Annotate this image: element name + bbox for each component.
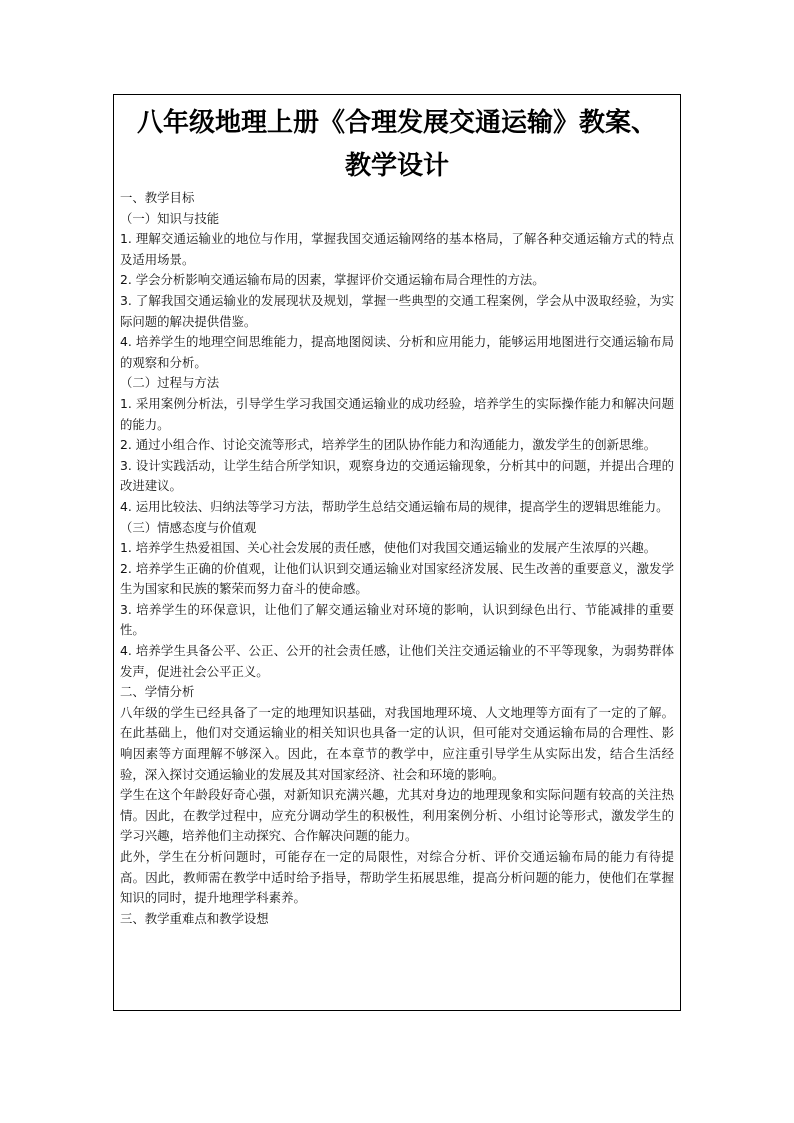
section-heading: 一、教学目标: [120, 190, 195, 205]
subsection-heading: （三）情感态度与价值观: [120, 519, 257, 535]
list-item: 3. 了解我国交通运输业的发展现状及规划，掌握一些典型的交通工程案例，学会从中汲取经验，为实际问题的解决提供借鉴。: [120, 292, 674, 329]
document-frame: [113, 94, 681, 1011]
list-item: 4. 运用比较法、归纳法等学习方法，帮助学生总结交通运输布局的规律，提高学生的逻辑思维能力。: [120, 498, 669, 514]
list-item: 1. 采用案例分析法，引导学生学习我国交通运输业的成功经验，培养学生的实际操作能力和解决问题的能力。: [120, 395, 674, 432]
title-line-1: 八年级地理上册《合理发展交通运输》教案、: [136, 108, 657, 138]
title-line-2: 教学设计: [344, 151, 449, 181]
section-heading: 二、学情分析: [120, 684, 195, 700]
list-item: 4. 培养学生的地理空间思维能力，提高地图阅读、分析和应用能力，能够运用地图进行交通运输布局的观察和分析。: [120, 334, 674, 370]
document-content: [120, 99, 674, 929]
list-item: 2. 学会分析影响交通运输布局的因素，掌握评价交通运输布局合理性的方法。: [120, 272, 545, 288]
document-title: [120, 99, 674, 188]
list-item: 3. 设计实践活动，让学生结合所学知识，观察身边的交通运输现象，分析其中的问题，并提出合理的改进建议。: [120, 457, 674, 494]
subsection-heading: （二）过程与方法: [120, 375, 220, 391]
list-item: 1. 培养学生热爱祖国、关心社会发展的责任感，使他们对我国交通运输业的发展产生浓厚的兴趣。: [120, 540, 657, 556]
body-paragraph: 此外，学生在分析问题时，可能存在一定的局限性，对综合分析、评价交通运输布局的能力有待提高。因此，教师需在教学中适时给予指导，帮助学生拓展思维，提高分析问题的能力，使他们在掌握知识的同时，提升地理学科素养。: [120, 849, 674, 906]
subsection-heading: （一）知识与技能: [120, 210, 220, 226]
list-item: 3. 培养学生的环保意识，让他们了解交通运输业对环境的影响，认识到绿色出行、节能减排的重要性。: [120, 601, 674, 638]
list-item: 4. 培养学生具备公平、公正、公开的社会责任感，让他们关注交通运输业的不平等现象，为弱势群体发声，促进社会公平正义。: [120, 643, 674, 679]
body-paragraph: 学生在这个年龄段好奇心强，对新知识充满兴趣，尤其对身边的地理现象和实际问题有较高的关注热情。因此，在教学过程中，应充分调动学生的积极性，利用案例分析、小组讨论等形式，激发学生的学习兴趣，培养他们主动探究、合作解决问题的能力。: [120, 787, 674, 844]
list-item: 1. 理解交通运输业的地位与作用，掌握我国交通运输网络的基本格局，了解各种交通运输方式的特点及适用场景。: [120, 231, 674, 267]
list-item: 2. 培养学生正确的价值观，让他们认识到交通运输业对国家经济发展、民生改善的重要意义，激发学生为国家和民族的繁荣而努力奋斗的使命感。: [120, 560, 674, 597]
list-item: 2. 通过小组合作、讨论交流等形式，培养学生的团队协作能力和沟通能力，激发学生的创新思维。: [120, 437, 657, 453]
body-paragraph: 八年级的学生已经具备了一定的地理知识基础，对我国地理环境、人文地理等方面有了一定的了解。在此基础上，他们对交通运输业的相关知识也具备一定的认识，但可能对交通运输布局的合理性、影响因素等方面理解不够深入。因此，在本章节的教学中，应注重引导学生从实际出发，结合生活经验，深入探讨交通运输业的发展及其对国家经济、社会和环境的影响。: [120, 704, 674, 782]
section-heading: 三、教学重难点和教学设想: [120, 910, 269, 926]
document-body: [120, 188, 674, 929]
